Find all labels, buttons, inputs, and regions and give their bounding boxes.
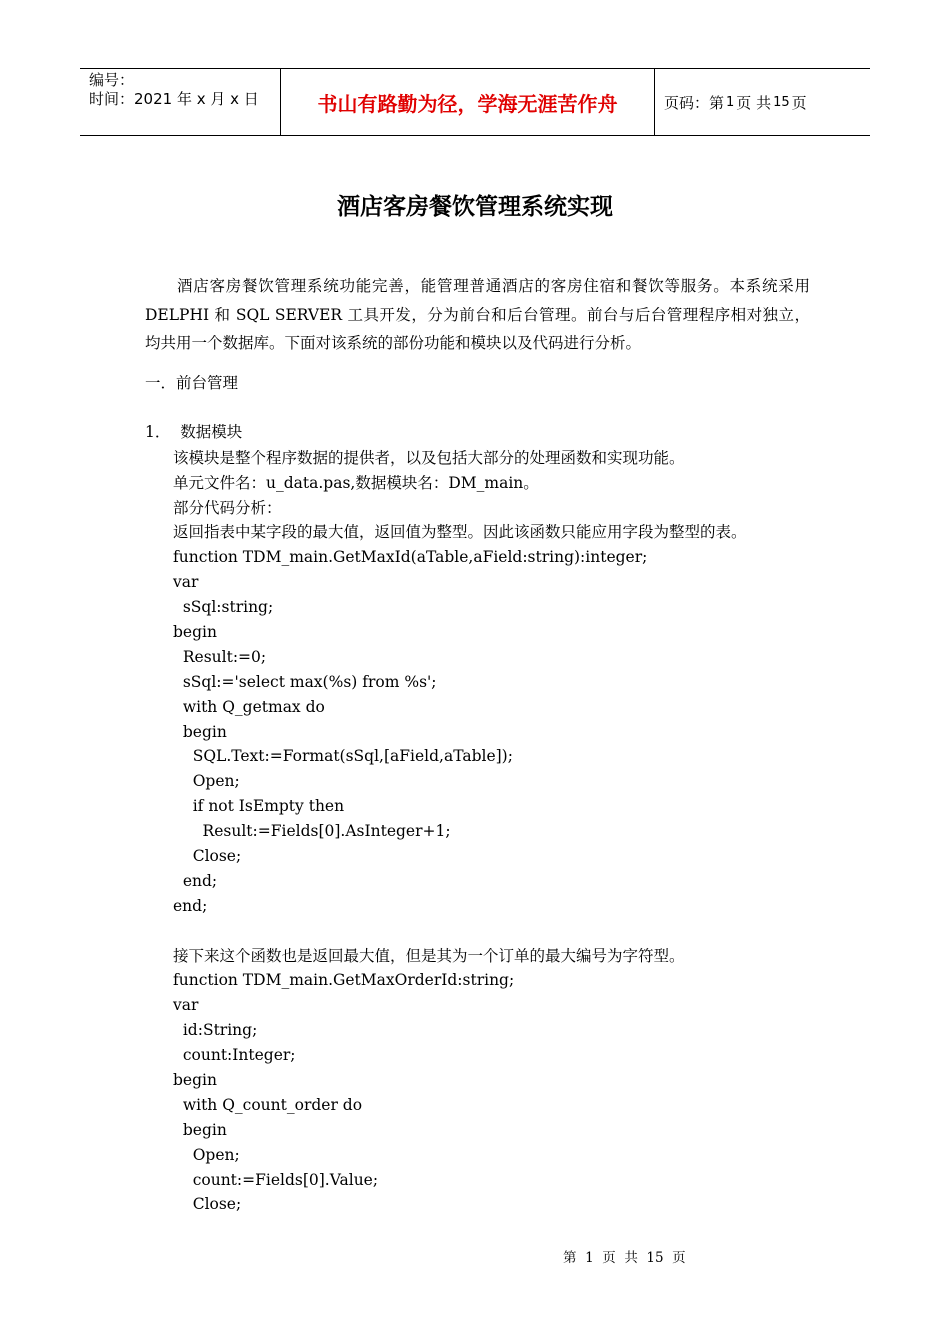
- code-line: sSql:string;: [173, 598, 274, 616]
- code-line: Result:=Fields[0].AsInteger+1;: [173, 822, 451, 840]
- subsection-heading: 1． 数据模块: [145, 423, 243, 441]
- page-total: 15: [773, 94, 790, 110]
- code-line: if not IsEmpty then: [173, 797, 345, 815]
- code-line: function TDM_main.GetMaxOrderId:string;: [173, 971, 515, 989]
- code-line: var: [173, 573, 199, 591]
- body-line: 返回指表中某字段的最大值，返回值为整型。因此该函数只能应用字段为整型的表。: [173, 523, 747, 541]
- section-heading: 一．前台管理: [145, 374, 239, 392]
- header-motto: 书山有路勤为径，学海无涯苦作舟: [281, 69, 655, 135]
- header-page-info: [655, 69, 870, 135]
- header-info-cell: [80, 69, 281, 135]
- code-line: var: [173, 996, 199, 1014]
- code-line: id:String;: [173, 1021, 258, 1039]
- code-line: sSql:='select max(%s) from %s';: [173, 673, 437, 691]
- code-line: function TDM_main.GetMaxId(aTable,aField:string):integer;: [173, 548, 648, 566]
- code-line: Open;: [173, 772, 240, 790]
- page-current: 1: [726, 94, 735, 110]
- body-line: 部分代码分析：: [173, 499, 282, 517]
- page-mid: 页 共: [736, 93, 772, 112]
- code-line: Close;: [173, 1195, 242, 1213]
- document-date: 时间：2021 年 x 月 x 日: [89, 90, 259, 108]
- body-line: 单元文件名：u_data.pas,数据模块名：DM_main。: [173, 474, 539, 492]
- code-line: count:=Fields[0].Value;: [173, 1171, 379, 1189]
- intro-paragraph: 酒店客房餐饮管理系统功能完善，能管理普通酒店的客房住宿和餐饮等服务。本系统采用 DELPHI 和 SQL SERVER 工具开发，分为前台和后台管理。前台与后台管理程序相对独立，均共用一个数据库。下面对该系统的部份功能和模块以及代码进行分析。: [145, 277, 810, 352]
- code-line: with Q_count_order do: [173, 1096, 363, 1114]
- code-line: end;: [173, 872, 218, 890]
- document-number-label: 编号：: [89, 71, 135, 89]
- code-line: Result:=0;: [173, 648, 267, 666]
- page-footer: 第 1 页 共 15 页: [563, 1250, 686, 1266]
- page-prefix: 页码：第: [664, 93, 725, 112]
- code-line: begin: [173, 723, 227, 741]
- page-suffix: 页: [791, 93, 807, 112]
- body-line: 该模块是整个程序数据的提供者，以及包括大部分的处理函数和实现功能。: [173, 449, 685, 467]
- code-line: count:Integer;: [173, 1046, 296, 1064]
- code-line: Close;: [173, 847, 242, 865]
- code-line: begin: [173, 1071, 217, 1089]
- document-title: 酒店客房餐饮管理系统实现: [337, 194, 613, 220]
- page-header: [80, 68, 870, 136]
- code-line: end;: [173, 897, 208, 915]
- code-line: Open;: [173, 1146, 240, 1164]
- code-line: begin: [173, 1121, 227, 1139]
- code-line: SQL.Text:=Format(sSql,[aField,aTable]);: [173, 747, 513, 765]
- body-line: 接下来这个函数也是返回最大值，但是其为一个订单的最大编号为字符型。: [173, 947, 685, 965]
- code-line: with Q_getmax do: [173, 698, 325, 716]
- code-line: begin: [173, 623, 217, 641]
